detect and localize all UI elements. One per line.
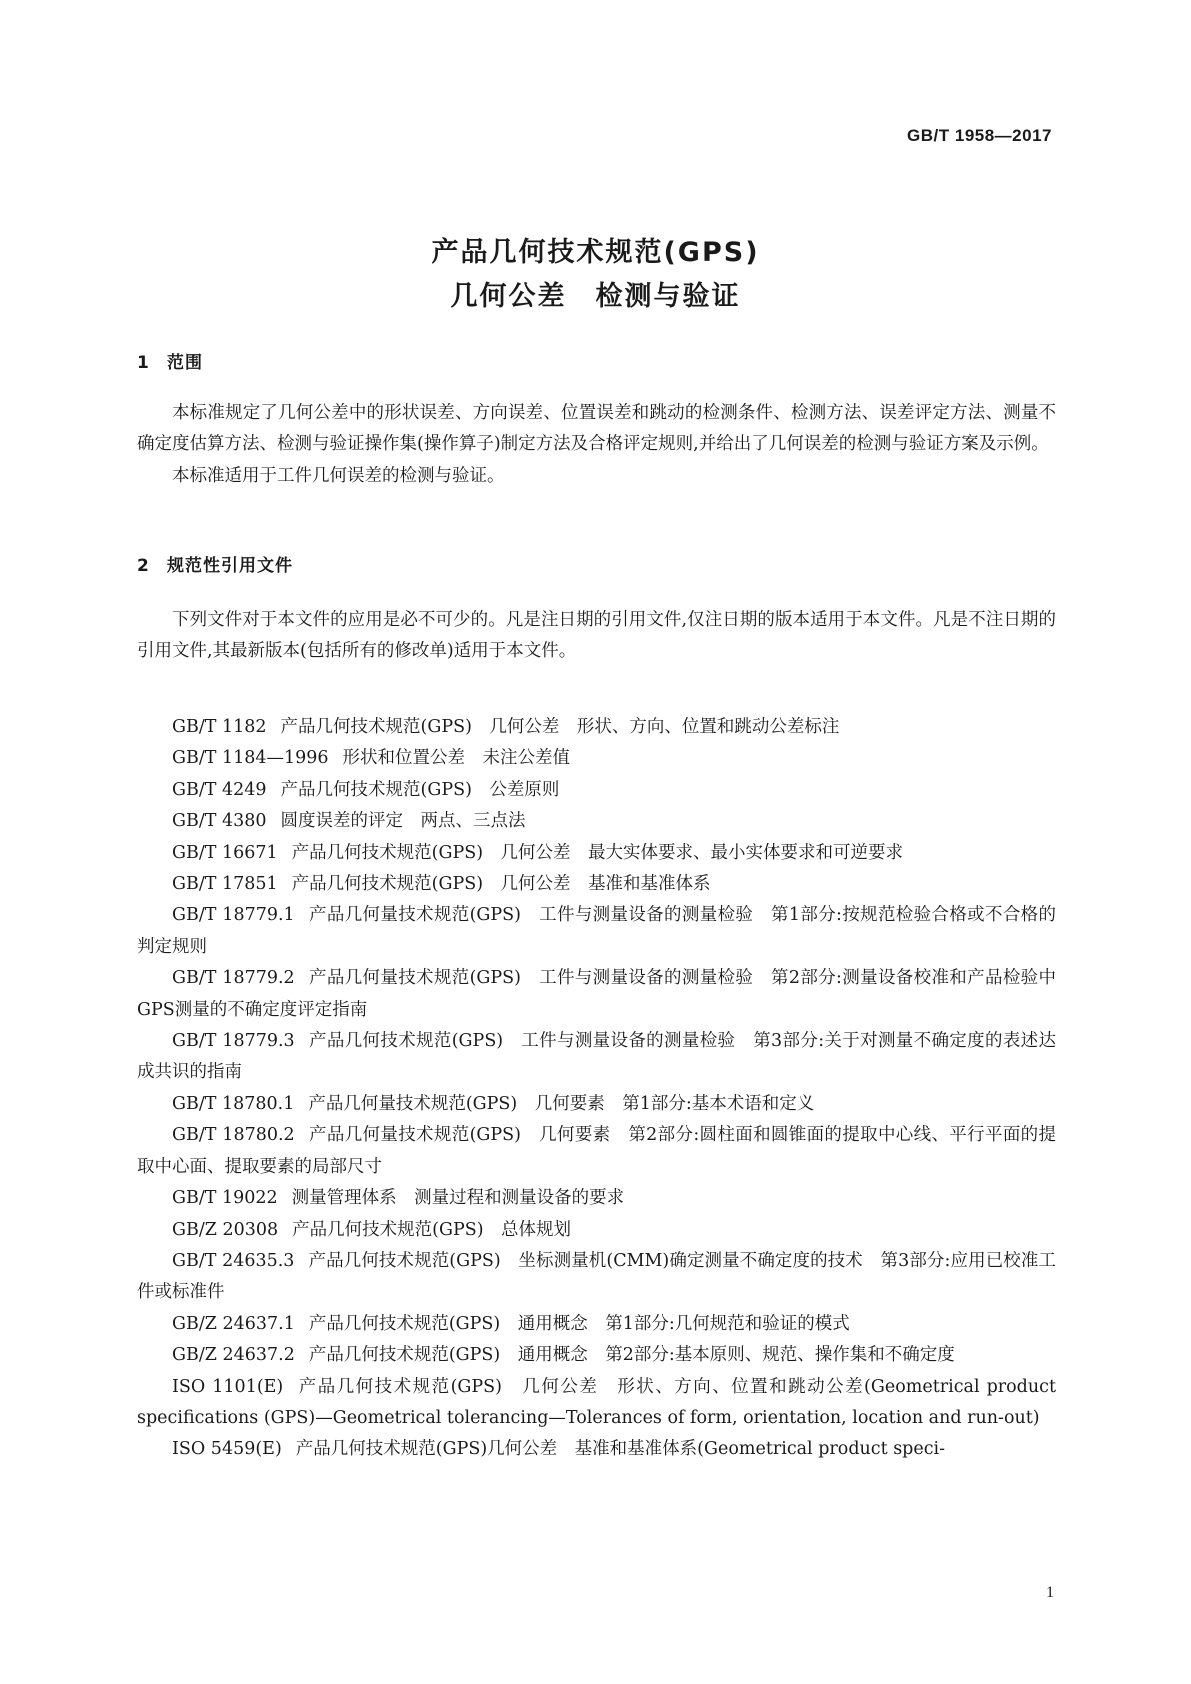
reference-item [137, 806, 1056, 837]
reference-item [137, 1372, 1056, 1435]
reference-title: 产品几何技术规范(GPS) 几何公差 最大实体要求、最小实体要求和可逆要求 [291, 842, 904, 863]
reference-item [137, 1434, 1056, 1465]
reference-item [137, 1309, 1056, 1340]
scope-body [137, 398, 1056, 492]
section-number: 2 [137, 556, 150, 576]
reference-item [137, 1026, 1056, 1089]
reference-item [137, 1246, 1056, 1309]
reference-item [137, 1340, 1056, 1371]
reference-code: GB/Z 24637.2 [172, 1345, 295, 1366]
reference-code: GB/T 18780.1 [172, 1093, 295, 1114]
reference-title: 产品几何技术规范(GPS)几何公差 基准和基准体系(Geometrical product speci- [295, 1439, 946, 1460]
document-title-line2: 几何公差 检测与验证 [450, 281, 741, 312]
reference-code: GB/T 16671 [172, 842, 278, 863]
reference-item [137, 712, 1056, 743]
reference-item [137, 1120, 1056, 1183]
reference-title: 产品几何技术规范(GPS) 坐标测量机(CMM)确定测量不确定度的技术 第3部分:应用已校准工件或标准件 [137, 1250, 1056, 1303]
reference-title: 产品几何技术规范(GPS) 总体规划 [292, 1219, 572, 1240]
reference-title: 产品几何技术规范(GPS) 通用概念 第1部分:几何规范和验证的模式 [308, 1313, 850, 1334]
reference-title: 产品几何量技术规范(GPS) 几何要素 第2部分:圆柱面和圆锥面的提取中心线、平行平面的提取中心面、提取要素的局部尺寸 [137, 1125, 1056, 1177]
reference-item [137, 963, 1056, 1026]
reference-code: GB/T 4249 [172, 779, 267, 800]
reference-item [137, 838, 1056, 869]
reference-code: GB/T 1184—1996 [172, 748, 329, 769]
reference-code: GB/T 24635.3 [172, 1250, 295, 1271]
reference-title: 产品几何量技术规范(GPS) 工件与测量设备的测量检验 第2部分:测量设备校准和产品检验中GPS测量的不确定度评定指南 [137, 968, 1056, 1020]
reference-title: 测量管理体系 测量过程和测量设备的要求 [291, 1188, 625, 1209]
reference-code: GB/T 17851 [172, 874, 278, 895]
section-heading-scope [137, 348, 203, 373]
section-title: 规范性引用文件 [167, 556, 293, 576]
reference-code: GB/T 18779.1 [172, 905, 295, 926]
paragraph: 本标准适用于工件几何误差的检测与验证。 [172, 465, 505, 486]
reference-title: 产品几何技术规范(GPS) 工件与测量设备的测量检验 第3部分:关于对测量不确定度的表述达成共识的指南 [137, 1031, 1056, 1083]
reference-item [137, 1215, 1056, 1246]
reference-item [137, 775, 1056, 806]
reference-code: GB/Z 24637.1 [172, 1313, 295, 1334]
reference-title: 产品几何量技术规范(GPS) 几何要素 第1部分:基本术语和定义 [308, 1093, 815, 1114]
reference-code: GB/T 18779.3 [172, 1031, 295, 1052]
reference-title: 产品几何技术规范(GPS) 几何公差 形状、方向、位置和跳动公差标注 [280, 717, 840, 737]
reference-list [137, 712, 1056, 1466]
section-number: 1 [137, 353, 150, 373]
page-number: 1 [1046, 1584, 1054, 1601]
reference-code: GB/T 4380 [172, 811, 267, 832]
reference-title: 产品几何技术规范(GPS) 几何公差 基准和基准体系 [291, 874, 711, 895]
standard-code: GB/T 1958—2017 [907, 126, 1052, 145]
reference-title: 产品几何技术规范(GPS) 几何公差 形状、方向、位置和跳动公差(Geometrical product specifications (GPS)—Geometrical tolerancing—Tolerances of form, orientation, location and run-out) [137, 1376, 1056, 1428]
section-title: 范围 [167, 353, 203, 373]
paragraph: 下列文件对于本文件的应用是必不可少的。凡是注日期的引用文件,仅注日期的版本适用于本文件。凡是不注日期的引用文件,其最新版本(包括所有的修改单)适用于本文件。 [137, 610, 1056, 662]
reference-item [137, 743, 1056, 774]
section-heading-normative-references [137, 551, 293, 576]
reference-item [137, 1089, 1056, 1120]
reference-title: 形状和位置公差 未注公差值 [342, 748, 571, 769]
reference-item [137, 869, 1056, 900]
references-intro [137, 605, 1056, 668]
document-title-line1: 产品几何技术规范(GPS) [431, 237, 760, 268]
reference-code: ISO 1101(E) [172, 1376, 284, 1397]
reference-code: GB/T 18780.2 [172, 1125, 295, 1146]
reference-code: GB/T 1182 [172, 717, 267, 737]
reference-title: 圆度误差的评定 两点、三点法 [280, 811, 526, 832]
paragraph: 本标准规定了几何公差中的形状误差、方向误差、位置误差和跳动的检测条件、检测方法、误差评定方法、测量不确定度估算方法、检测与验证操作集(操作算子)制定方法及合格评定规则,并给出了几何误差的检测与验证方案及示例。 [137, 403, 1056, 455]
reference-item [137, 900, 1056, 963]
reference-code: GB/T 18779.2 [172, 968, 295, 989]
reference-title: 产品几何量技术规范(GPS) 工件与测量设备的测量检验 第1部分:按规范检验合格或不合格的判定规则 [137, 905, 1056, 957]
reference-title: 产品几何技术规范(GPS) 通用概念 第2部分:基本原则、规范、操作集和不确定度 [308, 1345, 955, 1366]
reference-code: GB/T 19022 [172, 1188, 278, 1209]
reference-code: ISO 5459(E) [172, 1439, 282, 1460]
reference-item [137, 1183, 1056, 1214]
reference-code: GB/Z 20308 [172, 1219, 279, 1240]
reference-title: 产品几何技术规范(GPS) 公差原则 [280, 779, 560, 800]
